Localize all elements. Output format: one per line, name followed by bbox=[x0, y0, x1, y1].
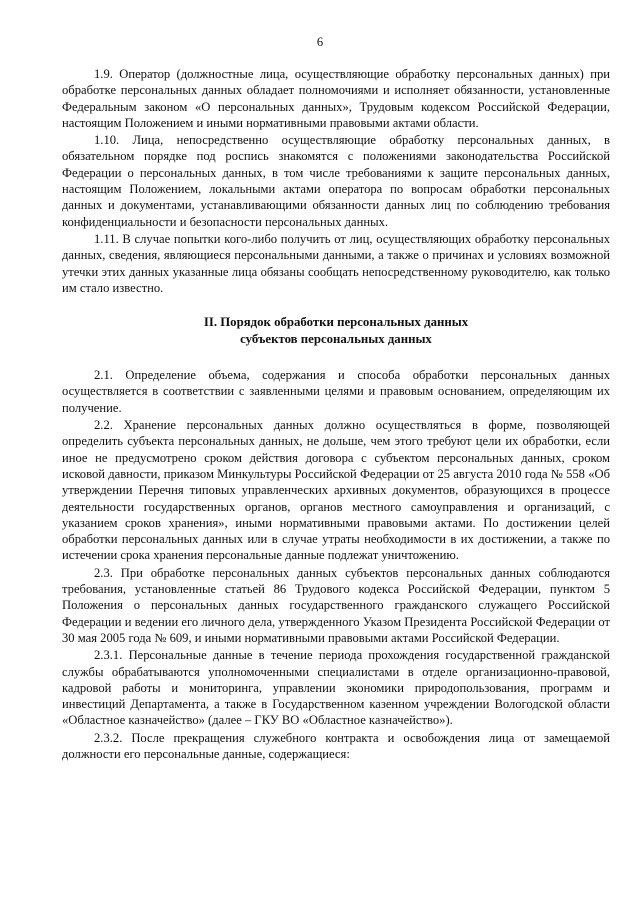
section-heading bbox=[62, 314, 610, 347]
paragraph-2-3-1: 2.3.1. Персональные данные в течение периода прохождения государственной гражданской службы обрабатываются уполномоченными специалистами в отделе организационно-правовой, кадровой работы и мониторинга, управлении экономики природопользования, программ и инвестиций Департамента, а также в Государственном казенном учреждении Вологодской области «Областное казначейство» (далее – ГКУ ВО «Областное казначейство»). bbox=[62, 648, 610, 728]
paragraph-2-3: 2.3. При обработке персональных данных субъектов персональных данных соблюдаются требования, установленные статьей 86 Трудового кодекса Российской Федерации, пунктом 5 Положения о персональных данных государственного гражданского служащего Российской Федерации и ведении его личного дела, утвержденного Указом Президента Российской Федерации от 30 мая 2005 года № 609, и иными нормативными правовыми актами Российской Федерации. bbox=[62, 565, 610, 645]
paragraph-2-2: 2.2. Хранение персональных данных должно осуществляться в форме, позволяющей определить субъекта персональных данных, не дольше, чем этого требуют цели их обработки, если иное не предусмотрено сроком действия договора с субъектом персональных данных, сроком исковой давности, приказом Минкультуры Российской Федерации от 25 августа 2010 года № 558 «Об утверждении Перечня типовых управленческих архивных документов, образующихся в процессе деятельности государственных органов, органов местного самоуправления и организаций, с указанием сроков хранения», иными нормативными правовыми актами. По достижении целей обработки персональных данных или в случае утраты необходимости в их достижении, а также по истечении срока хранения персональные данные подлежат уничтожению. bbox=[62, 418, 610, 563]
paragraph-2-3-2: 2.3.2. После прекращения служебного контракта и освобождения лица от замещаемой должности его персональные данные, содержащиеся: bbox=[62, 730, 610, 761]
paragraph-1-10: 1.10. Лица, непосредственно осуществляющие обработку персональных данных, в обязательном порядке под роспись знакомятся с положениями законодательства Российской Федерации о персональных данных, в том числе требованиями к защите персональных данных, настоящим Положением, локальными актами оператора по вопросам обработки персональных данных и документами, устанавливающими обязанности данных лиц по соблюдению требования конфиденциальности и безопасности персональных данных. bbox=[62, 133, 610, 229]
document-body bbox=[62, 66, 610, 762]
page-number: 6 bbox=[316, 35, 324, 49]
paragraph-1-9: 1.9. Оператор (должностные лица, осуществляющие обработку персональных данных) при обработке персональных данных обладает полномочиями и исполняет обязанности, установленные Федеральным законом «О персональных данных», Трудовым кодексом Российской Федерации, настоящим Положением и иными нормативными правовыми актами области. bbox=[62, 67, 610, 130]
paragraph-2-1: 2.1. Определение объема, содержания и способа обработки персональных данных осуществляется в соответствии с заявленными целями и правовым основанием, определяющим их получение. bbox=[62, 368, 610, 415]
section-heading-line-2: субъектов персональных данных bbox=[240, 331, 432, 346]
paragraph-1-11: 1.11. В случае попытки кого-либо получить от лиц, осуществляющих обработку персональных данных, сведения, являющиеся персональными данными, а также о причинах и условиях возможной утечки этих данных указанные лица обязаны сообщать непосредственному руководителю, как только им стало известно. bbox=[62, 231, 610, 295]
section-heading-line-1: II. Порядок обработки персональных данных bbox=[203, 315, 469, 330]
